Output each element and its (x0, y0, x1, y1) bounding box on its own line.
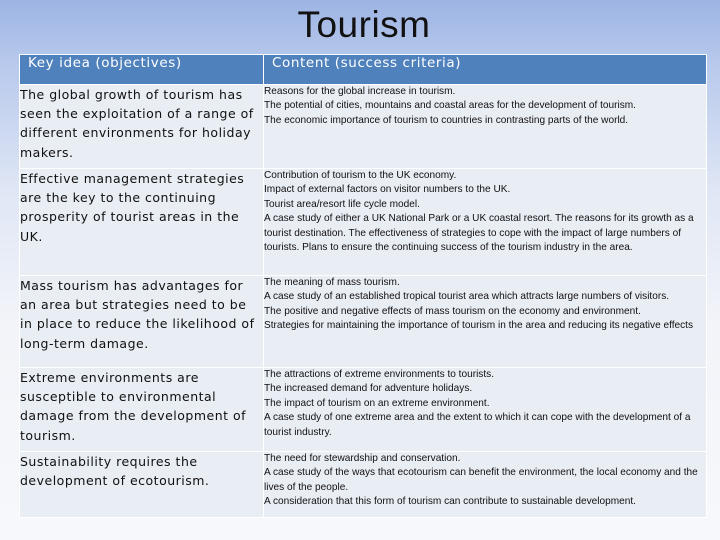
content-line: The attractions of extreme environments to tourists. (264, 369, 495, 380)
content-cell (264, 368, 707, 452)
content-line: Impact of external factors on visitor numbers to the UK. (264, 184, 511, 196)
content-cell (264, 85, 707, 169)
content-cell (264, 276, 707, 368)
content-line: A case study of either a UK National Park or a UK coastal resort. The reasons for its growth as a tourist destination. The effectiveness of strategies to cope with the impact of large numbers of tourists. Plans to ensure the continuing success of the tourism industry in the area. (264, 213, 694, 254)
slide-title: Tourism (297, 4, 431, 45)
content-line: The positive and negative effects of mass tourism on the economy and environment. (264, 305, 641, 317)
table-row (20, 85, 707, 169)
content-cell (264, 169, 707, 276)
content-line: A case study of an established tropical tourist area which attracts large numbers of visitors. (264, 291, 670, 303)
key-idea-cell: Effective management strategies are the key to the continuing prosperity of tourist areas in the UK. (20, 169, 264, 276)
table-row (20, 452, 707, 518)
content-line: The need for stewardship and conservation. (264, 453, 461, 464)
content-line: Tourist area/resort life cycle model. (264, 198, 420, 210)
content-line: A case study of one extreme area and the extent to which it can cope with the development of a tourist industry. (264, 412, 691, 438)
content-line: The meaning of mass tourism. (264, 277, 400, 288)
table-row (20, 276, 707, 368)
table-row (20, 169, 707, 276)
content-line: Strategies for maintaining the importance of tourism in the area and reducing its negative effects (264, 320, 694, 332)
header-content: Content (success criteria) (264, 55, 707, 85)
content-line: The increased demand for adventure holidays. (264, 383, 473, 395)
header-key-idea: Key idea (objectives) (20, 55, 264, 85)
key-idea-cell: Sustainability requires the development of ecotourism. (20, 452, 264, 518)
objectives-table (19, 54, 707, 518)
key-idea-cell: Extreme environments are susceptible to environmental damage from the development of tourism. (20, 368, 264, 452)
content-line: The impact of tourism on an extreme environment. (264, 397, 490, 409)
content-line: The potential of cities, mountains and coastal areas for the development of tourism. (264, 100, 636, 112)
content-line: A consideration that this form of tourism can contribute to sustainable development. (264, 496, 636, 508)
content-line: Reasons for the global increase in tourism. (264, 86, 456, 97)
key-idea-cell: Mass tourism has advantages for an area but strategies need to be in place to reduce the likelihood of long-term damage. (20, 276, 264, 368)
key-idea-cell: The global growth of tourism has seen the exploitation of a range of different environments for holiday makers. (20, 85, 264, 169)
content-line: A case study of the ways that ecotourism can benefit the environment, the local economy and the lives of the people. (264, 467, 698, 493)
table-header-row (20, 55, 707, 85)
content-cell (264, 452, 707, 518)
content-line: The economic importance of tourism to countries in contrasting parts of the world. (264, 114, 629, 126)
content-line: Contribution of tourism to the UK economy. (264, 170, 457, 181)
table-row (20, 368, 707, 452)
